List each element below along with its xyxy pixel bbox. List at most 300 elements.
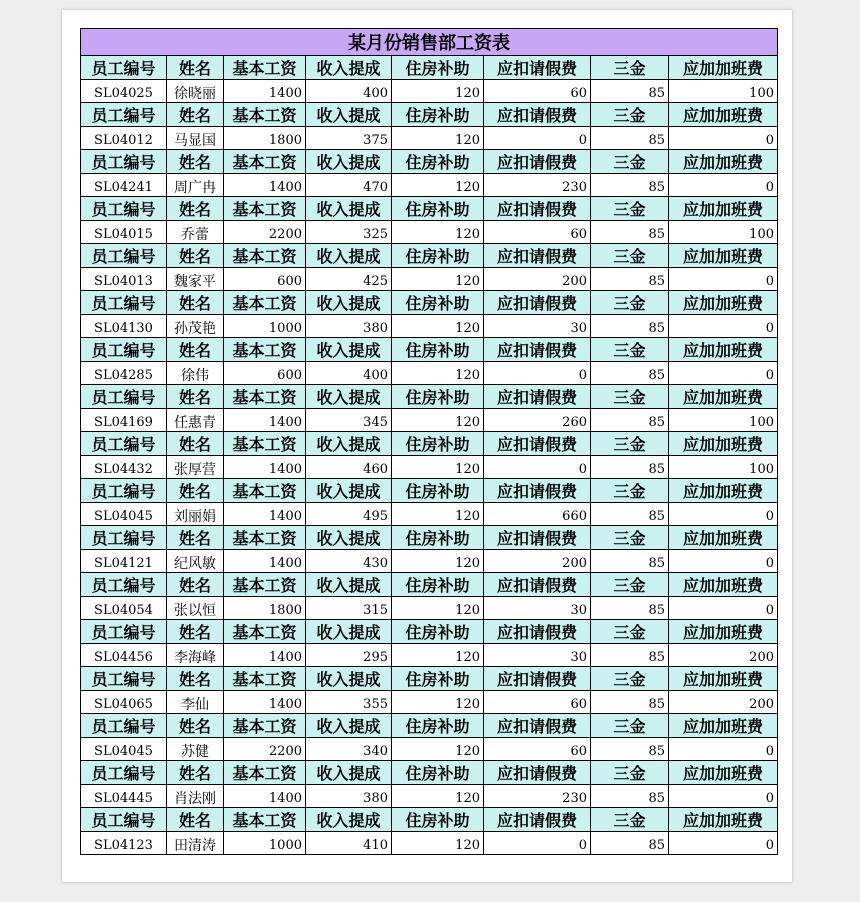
header-housing-allowance: 住房补助: [392, 244, 484, 268]
table-row: [81, 785, 778, 808]
cell-name: 李仙: [167, 691, 224, 714]
cell-housing-allowance: 120: [392, 362, 484, 385]
header-leave-deduction: 应扣请假费: [484, 620, 591, 644]
cell-base-salary: 1400: [224, 174, 306, 197]
cell-three-funds: 85: [591, 597, 669, 620]
cell-leave-deduction: 0: [484, 456, 591, 479]
header-name: 姓名: [167, 244, 224, 268]
cell-leave-deduction: 30: [484, 315, 591, 338]
cell-housing-allowance: 120: [392, 644, 484, 667]
header-commission: 收入提成: [306, 479, 392, 503]
cell-base-salary: 1000: [224, 832, 306, 855]
cell-three-funds: 85: [591, 127, 669, 150]
cell-employee-id: SL04123: [81, 832, 167, 855]
table-row: [81, 127, 778, 150]
header-employee-id: 员工编号: [81, 667, 167, 691]
header-three-funds: 三金: [591, 338, 669, 362]
header-row: [81, 150, 778, 174]
header-housing-allowance: 住房补助: [392, 197, 484, 221]
header-employee-id: 员工编号: [81, 573, 167, 597]
header-employee-id: 员工编号: [81, 56, 167, 80]
header-employee-id: 员工编号: [81, 291, 167, 315]
cell-leave-deduction: 0: [484, 127, 591, 150]
header-leave-deduction: 应扣请假费: [484, 808, 591, 832]
cell-leave-deduction: 660: [484, 503, 591, 526]
cell-name: 乔蕾: [167, 221, 224, 244]
cell-three-funds: 85: [591, 315, 669, 338]
cell-three-funds: 85: [591, 738, 669, 761]
header-employee-id: 员工编号: [81, 620, 167, 644]
header-base-salary: 基本工资: [224, 479, 306, 503]
cell-employee-id: SL04432: [81, 456, 167, 479]
table-row: [81, 315, 778, 338]
cell-three-funds: 85: [591, 362, 669, 385]
cell-leave-deduction: 230: [484, 174, 591, 197]
header-row: [81, 667, 778, 691]
cell-base-salary: 1400: [224, 785, 306, 808]
table-row: [81, 268, 778, 291]
cell-name: 徐伟: [167, 362, 224, 385]
header-commission: 收入提成: [306, 573, 392, 597]
cell-base-salary: 2200: [224, 738, 306, 761]
header-name: 姓名: [167, 103, 224, 127]
header-employee-id: 员工编号: [81, 338, 167, 362]
cell-commission: 410: [306, 832, 392, 855]
cell-overtime-pay: 200: [669, 691, 778, 714]
cell-three-funds: 85: [591, 221, 669, 244]
header-row: [81, 620, 778, 644]
header-housing-allowance: 住房补助: [392, 385, 484, 409]
cell-housing-allowance: 120: [392, 409, 484, 432]
cell-leave-deduction: 60: [484, 691, 591, 714]
cell-leave-deduction: 230: [484, 785, 591, 808]
header-base-salary: 基本工资: [224, 714, 306, 738]
header-three-funds: 三金: [591, 808, 669, 832]
header-employee-id: 员工编号: [81, 244, 167, 268]
cell-base-salary: 1400: [224, 550, 306, 573]
header-base-salary: 基本工资: [224, 150, 306, 174]
header-leave-deduction: 应扣请假费: [484, 103, 591, 127]
header-base-salary: 基本工资: [224, 103, 306, 127]
cell-employee-id: SL04015: [81, 221, 167, 244]
header-three-funds: 三金: [591, 479, 669, 503]
cell-employee-id: SL04445: [81, 785, 167, 808]
cell-housing-allowance: 120: [392, 691, 484, 714]
cell-housing-allowance: 120: [392, 738, 484, 761]
table-row: [81, 597, 778, 620]
spreadsheet-page: [62, 10, 792, 882]
header-name: 姓名: [167, 432, 224, 456]
cell-commission: 495: [306, 503, 392, 526]
cell-name: 魏家平: [167, 268, 224, 291]
header-name: 姓名: [167, 56, 224, 80]
header-leave-deduction: 应扣请假费: [484, 667, 591, 691]
header-commission: 收入提成: [306, 714, 392, 738]
cell-commission: 355: [306, 691, 392, 714]
header-name: 姓名: [167, 808, 224, 832]
cell-commission: 430: [306, 550, 392, 573]
header-base-salary: 基本工资: [224, 385, 306, 409]
cell-base-salary: 1800: [224, 597, 306, 620]
cell-housing-allowance: 120: [392, 456, 484, 479]
cell-employee-id: SL04054: [81, 597, 167, 620]
cell-commission: 340: [306, 738, 392, 761]
cell-name: 张以恒: [167, 597, 224, 620]
table-row: [81, 550, 778, 573]
header-overtime-pay: 应加加班费: [669, 620, 778, 644]
table-row: [81, 644, 778, 667]
header-leave-deduction: 应扣请假费: [484, 150, 591, 174]
cell-employee-id: SL04013: [81, 268, 167, 291]
header-housing-allowance: 住房补助: [392, 761, 484, 785]
header-housing-allowance: 住房补助: [392, 291, 484, 315]
cell-leave-deduction: 60: [484, 221, 591, 244]
cell-name: 周广冉: [167, 174, 224, 197]
header-three-funds: 三金: [591, 385, 669, 409]
cell-housing-allowance: 120: [392, 550, 484, 573]
cell-three-funds: 85: [591, 174, 669, 197]
header-three-funds: 三金: [591, 197, 669, 221]
cell-overtime-pay: 0: [669, 174, 778, 197]
table-row: [81, 221, 778, 244]
cell-commission: 380: [306, 785, 392, 808]
cell-leave-deduction: 30: [484, 597, 591, 620]
header-row: [81, 761, 778, 785]
cell-employee-id: SL04241: [81, 174, 167, 197]
cell-name: 李海峰: [167, 644, 224, 667]
header-leave-deduction: 应扣请假费: [484, 479, 591, 503]
header-base-salary: 基本工资: [224, 620, 306, 644]
header-name: 姓名: [167, 714, 224, 738]
header-base-salary: 基本工资: [224, 808, 306, 832]
cell-employee-id: SL04065: [81, 691, 167, 714]
header-leave-deduction: 应扣请假费: [484, 56, 591, 80]
header-commission: 收入提成: [306, 385, 392, 409]
header-base-salary: 基本工资: [224, 432, 306, 456]
cell-name: 徐晓丽: [167, 80, 224, 103]
header-overtime-pay: 应加加班费: [669, 526, 778, 550]
cell-name: 马显国: [167, 127, 224, 150]
header-row: [81, 56, 778, 80]
header-row: [81, 385, 778, 409]
cell-overtime-pay: 100: [669, 80, 778, 103]
header-employee-id: 员工编号: [81, 526, 167, 550]
header-employee-id: 员工编号: [81, 150, 167, 174]
cell-housing-allowance: 120: [392, 221, 484, 244]
header-row: [81, 197, 778, 221]
header-name: 姓名: [167, 573, 224, 597]
cell-three-funds: 85: [591, 456, 669, 479]
cell-commission: 295: [306, 644, 392, 667]
header-commission: 收入提成: [306, 432, 392, 456]
header-row: [81, 808, 778, 832]
cell-leave-deduction: 0: [484, 362, 591, 385]
header-name: 姓名: [167, 667, 224, 691]
header-housing-allowance: 住房补助: [392, 808, 484, 832]
header-row: [81, 573, 778, 597]
header-employee-id: 员工编号: [81, 714, 167, 738]
header-name: 姓名: [167, 338, 224, 362]
cell-housing-allowance: 120: [392, 174, 484, 197]
cell-housing-allowance: 120: [392, 597, 484, 620]
table-row: [81, 691, 778, 714]
header-name: 姓名: [167, 620, 224, 644]
header-employee-id: 员工编号: [81, 808, 167, 832]
cell-overtime-pay: 0: [669, 597, 778, 620]
cell-base-salary: 1400: [224, 691, 306, 714]
cell-name: 张厚营: [167, 456, 224, 479]
cell-base-salary: 1400: [224, 644, 306, 667]
header-overtime-pay: 应加加班费: [669, 103, 778, 127]
header-base-salary: 基本工资: [224, 761, 306, 785]
header-overtime-pay: 应加加班费: [669, 667, 778, 691]
cell-employee-id: SL04130: [81, 315, 167, 338]
header-name: 姓名: [167, 150, 224, 174]
header-name: 姓名: [167, 761, 224, 785]
header-name: 姓名: [167, 385, 224, 409]
header-three-funds: 三金: [591, 56, 669, 80]
cell-commission: 400: [306, 362, 392, 385]
cell-base-salary: 1400: [224, 503, 306, 526]
cell-base-salary: 1400: [224, 456, 306, 479]
header-commission: 收入提成: [306, 808, 392, 832]
cell-name: 苏健: [167, 738, 224, 761]
header-three-funds: 三金: [591, 714, 669, 738]
salary-table: [80, 28, 778, 855]
cell-leave-deduction: 30: [484, 644, 591, 667]
header-employee-id: 员工编号: [81, 761, 167, 785]
header-commission: 收入提成: [306, 761, 392, 785]
header-three-funds: 三金: [591, 432, 669, 456]
header-commission: 收入提成: [306, 620, 392, 644]
header-overtime-pay: 应加加班费: [669, 432, 778, 456]
header-housing-allowance: 住房补助: [392, 479, 484, 503]
header-overtime-pay: 应加加班费: [669, 385, 778, 409]
cell-commission: 375: [306, 127, 392, 150]
header-three-funds: 三金: [591, 291, 669, 315]
header-three-funds: 三金: [591, 667, 669, 691]
cell-three-funds: 85: [591, 832, 669, 855]
header-overtime-pay: 应加加班费: [669, 808, 778, 832]
cell-three-funds: 85: [591, 409, 669, 432]
header-employee-id: 员工编号: [81, 479, 167, 503]
cell-employee-id: SL04121: [81, 550, 167, 573]
header-housing-allowance: 住房补助: [392, 338, 484, 362]
cell-housing-allowance: 120: [392, 832, 484, 855]
cell-three-funds: 85: [591, 80, 669, 103]
cell-base-salary: 600: [224, 362, 306, 385]
cell-housing-allowance: 120: [392, 80, 484, 103]
cell-name: 刘丽娟: [167, 503, 224, 526]
table-row: [81, 174, 778, 197]
header-name: 姓名: [167, 197, 224, 221]
header-three-funds: 三金: [591, 103, 669, 127]
header-housing-allowance: 住房补助: [392, 103, 484, 127]
header-commission: 收入提成: [306, 291, 392, 315]
header-name: 姓名: [167, 526, 224, 550]
cell-name: 孙茂艳: [167, 315, 224, 338]
header-name: 姓名: [167, 479, 224, 503]
cell-three-funds: 85: [591, 785, 669, 808]
header-row: [81, 291, 778, 315]
header-row: [81, 432, 778, 456]
header-row: [81, 526, 778, 550]
header-base-salary: 基本工资: [224, 244, 306, 268]
cell-employee-id: SL04045: [81, 503, 167, 526]
cell-employee-id: SL04169: [81, 409, 167, 432]
header-overtime-pay: 应加加班费: [669, 244, 778, 268]
header-three-funds: 三金: [591, 526, 669, 550]
table-row: [81, 409, 778, 432]
header-row: [81, 714, 778, 738]
cell-three-funds: 85: [591, 644, 669, 667]
cell-base-salary: 1800: [224, 127, 306, 150]
cell-base-salary: 2200: [224, 221, 306, 244]
cell-commission: 325: [306, 221, 392, 244]
cell-name: 肖法刚: [167, 785, 224, 808]
cell-base-salary: 1000: [224, 315, 306, 338]
cell-name: 任惠青: [167, 409, 224, 432]
header-name: 姓名: [167, 291, 224, 315]
cell-leave-deduction: 60: [484, 738, 591, 761]
header-three-funds: 三金: [591, 573, 669, 597]
cell-commission: 425: [306, 268, 392, 291]
header-three-funds: 三金: [591, 150, 669, 174]
cell-commission: 400: [306, 80, 392, 103]
cell-three-funds: 85: [591, 691, 669, 714]
header-overtime-pay: 应加加班费: [669, 761, 778, 785]
header-leave-deduction: 应扣请假费: [484, 385, 591, 409]
header-housing-allowance: 住房补助: [392, 432, 484, 456]
cell-three-funds: 85: [591, 550, 669, 573]
header-leave-deduction: 应扣请假费: [484, 244, 591, 268]
table-title: 某月份销售部工资表: [81, 29, 778, 56]
cell-commission: 380: [306, 315, 392, 338]
header-leave-deduction: 应扣请假费: [484, 338, 591, 362]
cell-overtime-pay: 0: [669, 268, 778, 291]
cell-housing-allowance: 120: [392, 127, 484, 150]
header-row: [81, 479, 778, 503]
title-row: [81, 29, 778, 56]
table-row: [81, 738, 778, 761]
cell-overtime-pay: 0: [669, 738, 778, 761]
header-leave-deduction: 应扣请假费: [484, 573, 591, 597]
cell-name: 纪风敏: [167, 550, 224, 573]
header-housing-allowance: 住房补助: [392, 56, 484, 80]
header-overtime-pay: 应加加班费: [669, 197, 778, 221]
header-base-salary: 基本工资: [224, 197, 306, 221]
cell-employee-id: SL04456: [81, 644, 167, 667]
header-leave-deduction: 应扣请假费: [484, 714, 591, 738]
header-base-salary: 基本工资: [224, 56, 306, 80]
header-three-funds: 三金: [591, 761, 669, 785]
cell-overtime-pay: 0: [669, 503, 778, 526]
cell-overtime-pay: 100: [669, 221, 778, 244]
cell-three-funds: 85: [591, 268, 669, 291]
header-leave-deduction: 应扣请假费: [484, 432, 591, 456]
cell-housing-allowance: 120: [392, 268, 484, 291]
header-overtime-pay: 应加加班费: [669, 291, 778, 315]
header-employee-id: 员工编号: [81, 432, 167, 456]
cell-base-salary: 1400: [224, 80, 306, 103]
header-commission: 收入提成: [306, 103, 392, 127]
header-leave-deduction: 应扣请假费: [484, 526, 591, 550]
header-base-salary: 基本工资: [224, 526, 306, 550]
cell-overtime-pay: 0: [669, 832, 778, 855]
header-employee-id: 员工编号: [81, 103, 167, 127]
header-commission: 收入提成: [306, 56, 392, 80]
cell-overtime-pay: 100: [669, 456, 778, 479]
table-row: [81, 80, 778, 103]
cell-commission: 315: [306, 597, 392, 620]
header-commission: 收入提成: [306, 338, 392, 362]
cell-employee-id: SL04012: [81, 127, 167, 150]
cell-employee-id: SL04025: [81, 80, 167, 103]
header-commission: 收入提成: [306, 150, 392, 174]
header-commission: 收入提成: [306, 197, 392, 221]
cell-overtime-pay: 200: [669, 644, 778, 667]
header-three-funds: 三金: [591, 244, 669, 268]
header-employee-id: 员工编号: [81, 197, 167, 221]
header-base-salary: 基本工资: [224, 667, 306, 691]
table-row: [81, 362, 778, 385]
header-housing-allowance: 住房补助: [392, 620, 484, 644]
cell-commission: 470: [306, 174, 392, 197]
header-commission: 收入提成: [306, 244, 392, 268]
cell-leave-deduction: 200: [484, 268, 591, 291]
cell-leave-deduction: 60: [484, 80, 591, 103]
header-housing-allowance: 住房补助: [392, 667, 484, 691]
cell-name: 田清涛: [167, 832, 224, 855]
header-overtime-pay: 应加加班费: [669, 338, 778, 362]
header-leave-deduction: 应扣请假费: [484, 761, 591, 785]
cell-housing-allowance: 120: [392, 503, 484, 526]
header-three-funds: 三金: [591, 620, 669, 644]
cell-overtime-pay: 0: [669, 362, 778, 385]
header-leave-deduction: 应扣请假费: [484, 291, 591, 315]
table-row: [81, 503, 778, 526]
cell-overtime-pay: 0: [669, 550, 778, 573]
header-housing-allowance: 住房补助: [392, 714, 484, 738]
header-commission: 收入提成: [306, 667, 392, 691]
cell-leave-deduction: 200: [484, 550, 591, 573]
header-overtime-pay: 应加加班费: [669, 573, 778, 597]
header-base-salary: 基本工资: [224, 338, 306, 362]
cell-commission: 460: [306, 456, 392, 479]
cell-employee-id: SL04045: [81, 738, 167, 761]
cell-leave-deduction: 0: [484, 832, 591, 855]
header-housing-allowance: 住房补助: [392, 573, 484, 597]
header-leave-deduction: 应扣请假费: [484, 197, 591, 221]
header-overtime-pay: 应加加班费: [669, 56, 778, 80]
table-row: [81, 456, 778, 479]
header-base-salary: 基本工资: [224, 291, 306, 315]
header-row: [81, 338, 778, 362]
cell-overtime-pay: 100: [669, 409, 778, 432]
table-row: [81, 832, 778, 855]
cell-housing-allowance: 120: [392, 785, 484, 808]
cell-housing-allowance: 120: [392, 315, 484, 338]
cell-base-salary: 1400: [224, 409, 306, 432]
header-row: [81, 244, 778, 268]
cell-overtime-pay: 0: [669, 315, 778, 338]
cell-base-salary: 600: [224, 268, 306, 291]
header-housing-allowance: 住房补助: [392, 526, 484, 550]
header-housing-allowance: 住房补助: [392, 150, 484, 174]
header-row: [81, 103, 778, 127]
cell-overtime-pay: 0: [669, 785, 778, 808]
cell-employee-id: SL04285: [81, 362, 167, 385]
